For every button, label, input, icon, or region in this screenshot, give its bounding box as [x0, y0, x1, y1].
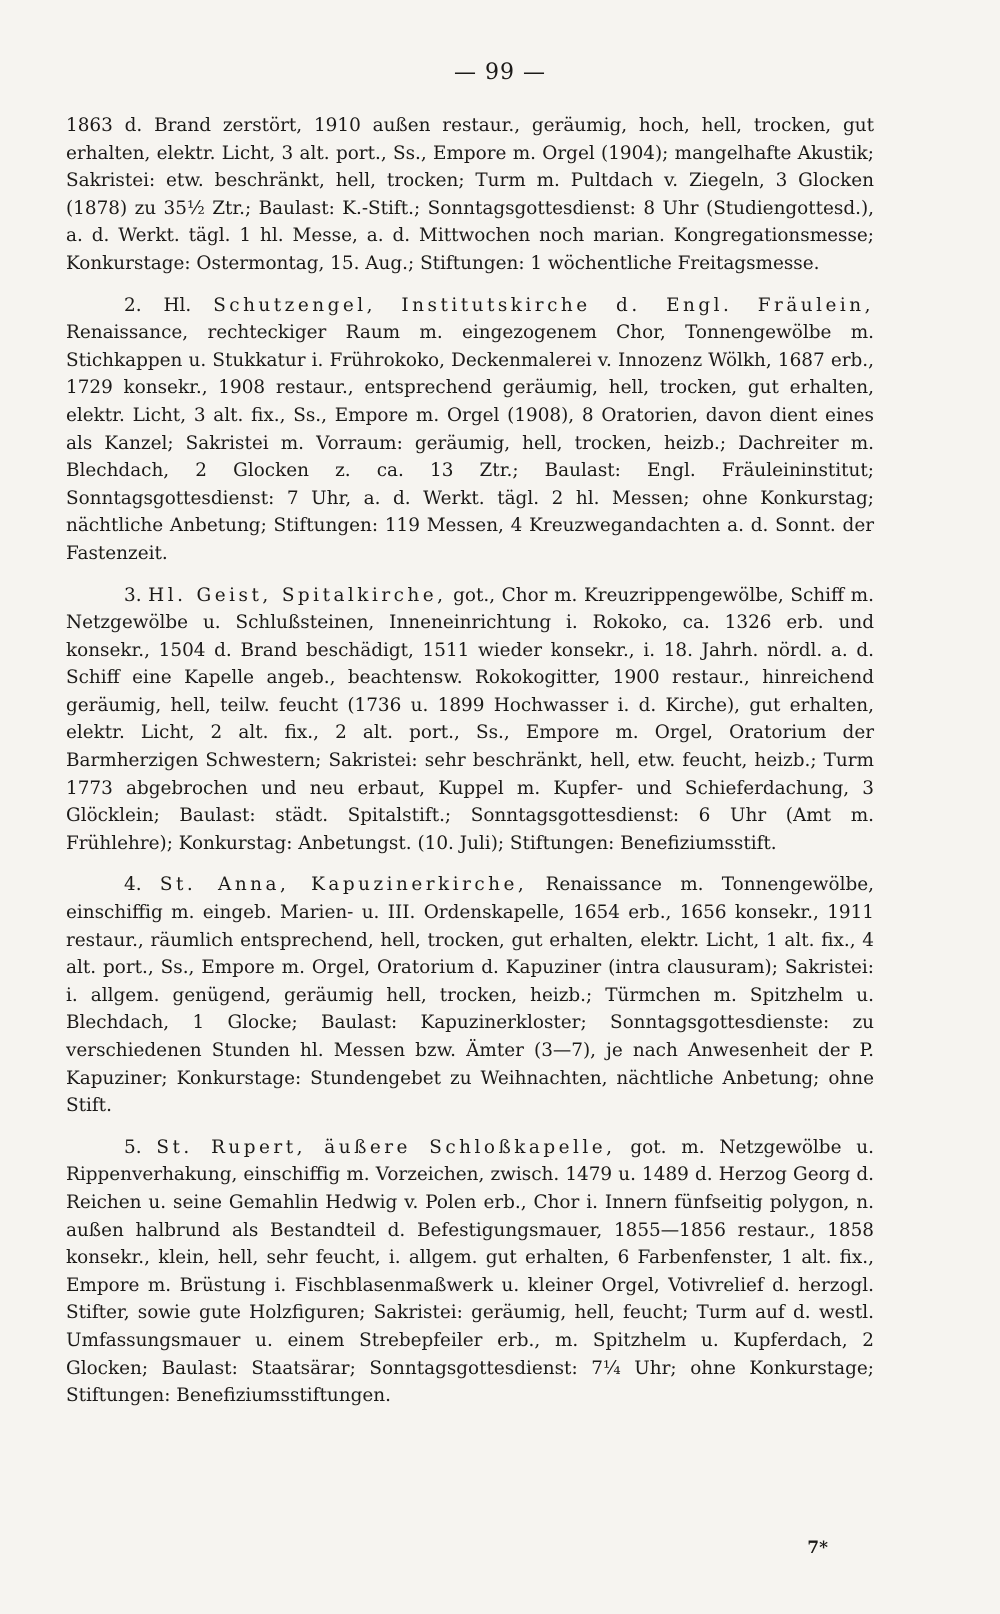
entry-number: 5.	[124, 1136, 142, 1158]
entry-text: 1863 d. Brand zerstört, 1910 außen restaur., geräumig, hoch, hell, trocken, gut erhalten, elektr. Licht, 3 alt. port., Ss., Empore m. Orgel (1904); mangelhafte Akustik; Sakristei: etw. beschränkt, hell, trocken; Turm m. Pultdach v. Ziegeln, 3 Glocken (1878) zu 35½ Ztr.; Baulast: K.-Stift.; Sonntagsgottesdienst: 8 Uhr (Studiengottesd.), a. d. Werkt. tägl. 1 hl. Messe, a. d. Mittwochen noch marian. Kongregationsmesse; Konkurstage: Ostermontag, 15. Aug.; Stiftungen: 1 wöchentliche Freitagsmesse.	[66, 115, 874, 274]
page-number: — 99 —	[454, 60, 546, 85]
entry-number: 4.	[124, 874, 142, 896]
entry-st-anna	[66, 871, 874, 1119]
entry-number: 2. Hl.	[124, 294, 192, 316]
entry-text: got., Chor m. Kreuzrippengewölbe, Schiff m. Netzgewölbe u. Schlußsteinen, Inneneinrichtung i. Rokoko, ca. 1326 erb. und konsekr., 1504 d. Brand beschädigt, 1511 wieder konsekr., i. 18. Jahrh. nördl. a. d. Schiff eine Kapelle angeb., beachtensw. Rokokogitter, 1900 restaur., hinreichend geräumig, hell, teilw. feucht (1736 u. 1899 Hochwasser i. d. Kirche), gut erhalten, elektr. Licht, 2 alt. fix., 2 alt. port., Ss., Empore m. Orgel, Oratorium der Barmherzigen Schwestern; Sakristei: sehr beschränkt, hell, etw. feucht, heizb.; Turm 1773 abgebrochen und neu erbaut, Kuppel m. Kupfer- und Schieferdachung, 3 Glöcklein; Baulast: städt. Spitalstift.; Sonntagsgottesdienst: 6 Uhr (Amt m. Frühlehre); Konkurstag: Anbetungst. (10. Juli); Stiftungen: Benefiziumsstift.	[66, 584, 874, 854]
entry-continuation	[66, 112, 874, 278]
entry-number: 3.	[124, 584, 142, 606]
entry-schutzengel	[66, 292, 874, 568]
entry-title: Hl. Geist, Spitalkirche,	[148, 584, 447, 606]
signature-mark: 7*	[807, 1538, 828, 1558]
entry-st-rupert	[66, 1134, 874, 1410]
entry-text: Renaissance, rechteckiger Raum m. eingezogenem Chor, Tonnengewölbe m. Stichkappen u. Stukkatur i. Frührokoko, Deckenmalerei v. Innozenz Wölkh, 1687 erb., 1729 konsekr., 1908 restaur., entsprechend geräumig, hell, trocken, gut erhalten, elektr. Licht, 3 alt. fix., Ss., Empore m. Orgel (1908), 8 Oratorien, davon dient eines als Kanzel; Sakristei m. Vorraum: geräumig, hell, trocken, heizb.; Dachreiter m. Blechdach, 2 Glocken z. ca. 13 Ztr.; Baulast: Engl. Fräuleininstitut; Sonntagsgottesdienst: 7 Uhr, a. d. Werkt. tägl. 2 hl. Messen; ohne Konkurstag; nächtliche Anbetung; Stiftungen: 119 Messen, 4 Kreuzwegandachten a. d. Sonnt. der Fastenzeit.	[66, 322, 874, 564]
entry-title: Schutzengel, Institutskirche d. Engl. Fräulein,	[213, 294, 874, 316]
entry-title: St. Anna, Kapuzinerkirche,	[159, 874, 528, 896]
body-text	[66, 112, 874, 1424]
entry-hl-geist	[66, 582, 874, 858]
entry-text: Renaissance m. Tonnengewölbe, einschiffig m. eingeb. Marien- u. III. Ordenskapelle, 1654 erb., 1656 konsekr., 1911 restaur., räumlich entsprechend, hell, trocken, gut erhalten, elektr. Licht, 1 alt. fix., 4 alt. port., Ss., Empore m. Orgel, Oratorium d. Kapuziner (intra clausuram); Sakristei: i. allgem. genügend, geräumig hell, trocken, heizb.; Türmchen m. Spitzhelm u. Blechdach, 1 Glocke; Baulast: Kapuzinerkloster; Sonntagsgottesdienste: zu verschiedenen Stunden hl. Messen bzw. Ämter (3—7), je nach Anwesenheit der P. Kapuziner; Konkurstage: Stundengebet zu Weihnachten, nächtliche Anbetung; ohne Stift.	[66, 874, 874, 1117]
entry-title: St. Rupert, äußere Schloßkapelle,	[156, 1136, 616, 1158]
entry-text: got. m. Netzgewölbe u. Rippenverhakung, einschiffig m. Vorzeichen, zwisch. 1479 u. 1489 d. Herzog Georg d. Reichen u. seine Gemahlin Hedwig v. Polen erb., Chor i. Innern fünfseitig polygon, n. außen halbrund als Bestandteil d. Befestigungsmauer, 1855—1856 restaur., 1858 konsekr., klein, hell, sehr feucht, i. allgem. gut erhalten, 6 Farbenfenster, 1 alt. fix., Empore m. Brüstung i. Fischblasenmaßwerk u. kleiner Orgel, Votivrelief d. herzogl. Stifter, sowie gute Holzfiguren; Sakristei: geräumig, hell, feucht; Turm auf d. westl. Umfassungsmauer u. einem Strebepfeiler erb., m. Spitzhelm u. Kupferdach, 2 Glocken; Baulast: Staatsärar; Sonntagsgottesdienst: 7¼ Uhr; ohne Konkurstage; Stiftungen: Benefiziumsstiftungen.	[66, 1136, 874, 1407]
